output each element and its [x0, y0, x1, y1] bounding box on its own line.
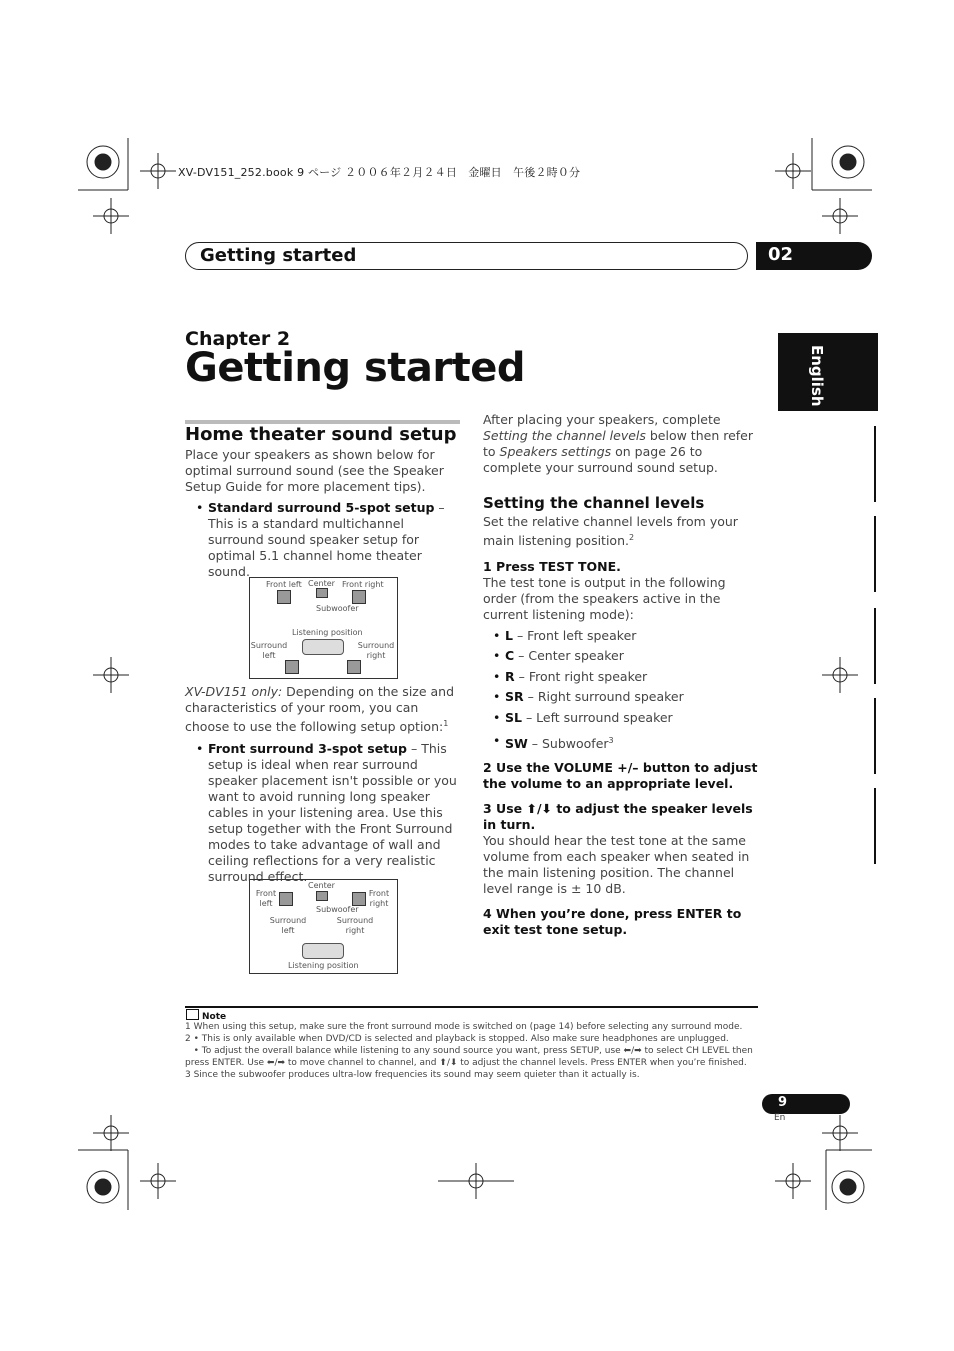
right-intro-link2: Speakers settings — [499, 444, 612, 459]
running-title: Getting started — [200, 245, 357, 266]
step-4-heading: 4 When you’re done, press ENTER to exit test tone setup. — [483, 906, 742, 937]
order-code: R — [505, 669, 515, 684]
step-3-heading: 3 Use ⬆/⬇ to adjust the speaker levels in turn. — [483, 801, 753, 832]
option-paragraph — [185, 684, 457, 735]
label-front-left-2: Front left — [255, 889, 277, 908]
option-model: XV-DV151 only: — [185, 684, 283, 699]
footnote-2b: • To adjust the overall balance while listening to any sound source you want, press SETUP, use ⬅/➡ to select CH LEVEL then — [185, 1046, 753, 1056]
speaker-front-right — [352, 590, 366, 604]
section-heading-home-theater: Home theater sound setup — [185, 424, 457, 445]
side-bar-3 — [874, 608, 876, 684]
language-label: English — [808, 345, 826, 407]
right-intro — [483, 412, 758, 476]
order-item — [505, 689, 684, 705]
channel-levels-sub-text: Set the relative channel levels from your main listening position. — [483, 514, 738, 549]
label-subwoofer-2: Subwoofer — [316, 905, 359, 914]
right-intro-link1: Setting the channel levels — [483, 428, 646, 443]
label-center-2: Center — [308, 881, 335, 890]
order-desc: – Subwoofer — [527, 736, 609, 752]
right-intro-a: After placing your speakers, complete — [483, 412, 721, 427]
order-item — [505, 648, 624, 664]
step-2-heading: 2 Use the VOLUME +/– button to adjust the volume to an appropriate level. — [483, 760, 758, 791]
order-code: SL — [505, 710, 522, 725]
order-item — [505, 710, 673, 726]
bullet-5spot — [208, 500, 460, 580]
footnote-1: 1 When using this setup, make sure the front surround mode is switched on (page 14) before selecting any surround mode. — [185, 1022, 743, 1032]
speaker-diagram-3spot — [249, 879, 398, 974]
order-desc: – Right surround speaker — [523, 689, 684, 704]
order-desc: – Left surround speaker — [521, 710, 673, 725]
label-listening: Listening position — [292, 628, 363, 637]
footnote-2c: press ENTER. Use ⬅/➡ to move channel to channel, and ⬆/⬇ to adjust the channel levels. Press ENTER when you’re finished. — [185, 1058, 747, 1068]
label-front-right-2: Front right — [368, 889, 390, 908]
channel-levels-sub — [483, 514, 758, 549]
order-code: SR — [505, 689, 524, 704]
speaker-front-left-2 — [279, 892, 293, 906]
footnote-ref-2: 2 — [628, 533, 635, 542]
label-surround-right-2: Surround right — [336, 916, 374, 935]
order-code: C — [505, 648, 515, 663]
section-heading-channel-levels: Setting the channel levels — [483, 494, 705, 512]
side-bar-5 — [874, 788, 876, 864]
label-center: Center — [308, 579, 335, 588]
chapter-number: 02 — [768, 244, 794, 265]
page-lang: En — [774, 1113, 786, 1123]
label-surround-right: Surround right — [357, 641, 395, 660]
speaker-surround-left — [285, 660, 299, 674]
label-listening-2: Listening position — [288, 961, 359, 970]
bullet-5spot-title: Standard surround 5-spot setup — [208, 500, 435, 515]
speaker-surround-right — [347, 660, 361, 674]
page-number-tab — [762, 1094, 850, 1114]
listening-sofa-2 — [302, 943, 344, 959]
footnote-3: 3 Since the subwoofer produces ultra-low frequencies its sound may seem quieter than it actually is. — [185, 1070, 640, 1080]
order-item — [505, 733, 614, 752]
side-bar-4 — [874, 698, 876, 774]
page-number: 9 — [778, 1095, 788, 1110]
label-surround-left: Surround left — [250, 641, 288, 660]
order-desc: – Center speaker — [514, 648, 624, 663]
chapter-number-tab — [756, 242, 872, 270]
label-front-left: Front left — [266, 580, 302, 589]
bullet-5spot-text: – This is a standard multichannel surround sound speaker setup for optimal 5.1 channel home theater sound. — [208, 500, 445, 579]
right-intro-c: on page 26 to complete your surround sound setup. — [483, 444, 718, 475]
step-3-text: You should hear the test tone at the same volume from each speaker when seated in the main listening position. The channel level range is ± 10 dB. — [483, 833, 750, 896]
footnote-2a: 2 • This is only available when DVD/CD is selected and playback is stopped. Also make sure headphones are unplugged. — [185, 1034, 729, 1044]
speaker-center — [316, 588, 328, 598]
intro-paragraph: Place your speakers as shown below for optimal surround sound (see the Speaker Setup Guide for more placement tips). — [185, 447, 444, 494]
label-subwoofer: Subwoofer — [316, 604, 359, 613]
note-label-text: Note — [202, 1012, 227, 1022]
option-text: Depending on the size and characteristics of your room, you can choose to use the following setup option: — [185, 684, 455, 735]
right-intro-b: below then refer to — [483, 428, 754, 459]
running-title-bar — [185, 242, 748, 270]
order-code: SW — [505, 736, 528, 752]
order-item — [505, 669, 647, 685]
order-desc: – Front left speaker — [512, 628, 637, 643]
listening-sofa — [302, 639, 344, 655]
bullet-3spot-text: – This setup is ideal when rear surround speaker placement isn't possible or you want to avoid running long speaker cables in your listening area. Use this setup together with the Front Surround modes to take advantage of wall and ceiling reflections for a very realistic surround effect. — [208, 741, 457, 884]
order-desc: – Front right speaker — [514, 669, 648, 684]
label-surround-left-2: Surround left — [269, 916, 307, 935]
step-1-heading: 1 Press TEST TONE. — [483, 559, 621, 574]
speaker-front-right-2 — [352, 892, 366, 906]
side-bar-2 — [874, 516, 876, 592]
side-bar-1 — [874, 426, 876, 502]
file-header: XV-DV151_252.book 9 ページ ２００６年２月２４日 金曜日 午後２時０分 — [178, 166, 581, 179]
footnote-rule — [185, 1006, 758, 1008]
footnote-ref-1: 1 — [443, 719, 449, 728]
step-1-text: The test tone is output in the following order (from the speakers active in the current listening mode): — [483, 575, 726, 622]
chapter-label: Chapter 2 — [185, 328, 291, 350]
speaker-front-left — [277, 590, 291, 604]
label-front-right: Front right — [342, 580, 384, 589]
bullet-3spot — [208, 741, 460, 885]
speaker-center-2 — [316, 891, 328, 901]
bullet-3spot-title: Front surround 3-spot setup — [208, 741, 407, 756]
order-item — [505, 628, 636, 644]
note-icon — [186, 1009, 199, 1020]
footnote-ref-3: 3 — [608, 736, 614, 745]
page-title: Getting started — [185, 345, 525, 391]
order-code: L — [505, 628, 513, 643]
speaker-diagram-5spot — [249, 577, 398, 679]
language-tab — [778, 333, 878, 411]
